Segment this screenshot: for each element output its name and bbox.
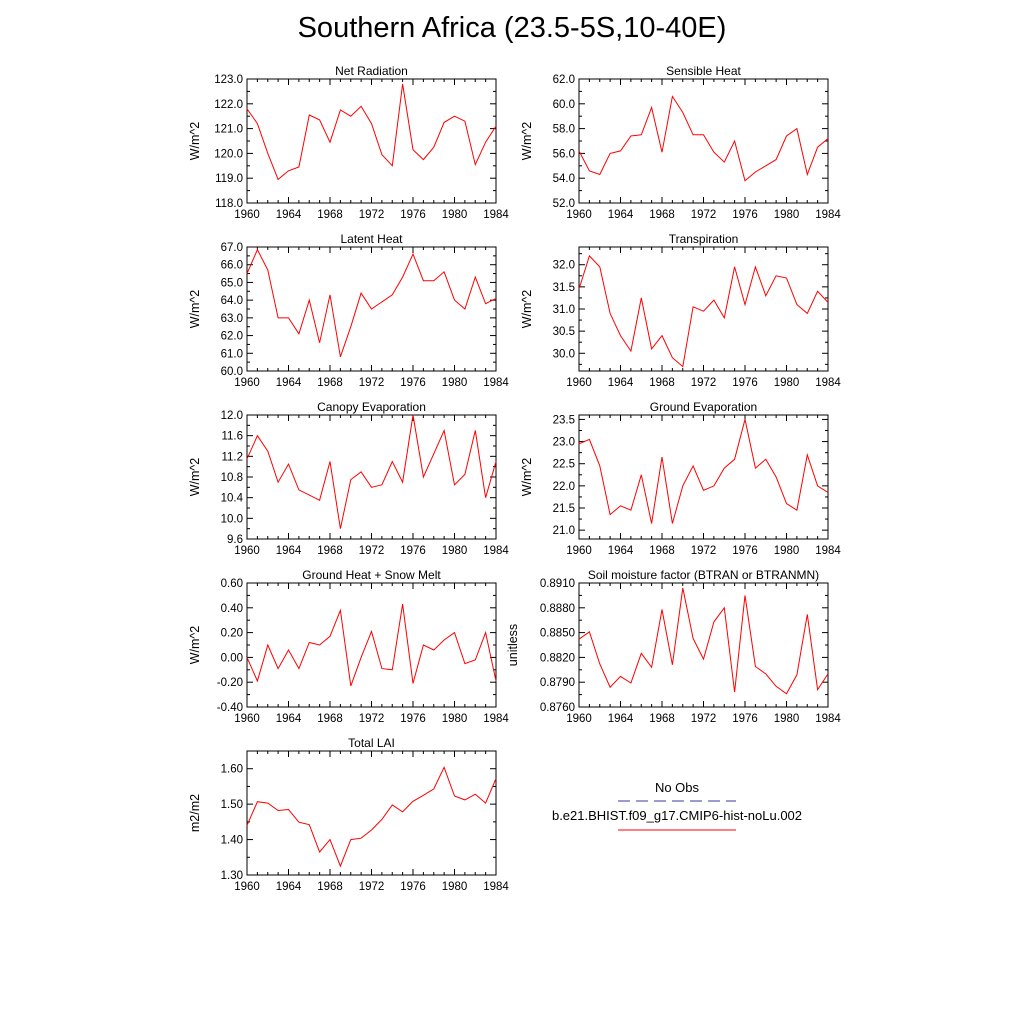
series-line <box>579 256 828 367</box>
panel-title: Net Radiation <box>335 64 408 78</box>
x-tick-label: 1984 <box>815 377 841 389</box>
y-tick-label: 63.0 <box>220 312 243 325</box>
y-tick-label: 118.0 <box>215 198 243 210</box>
y-tick-label: 64.0 <box>220 295 243 308</box>
series-line <box>579 419 828 523</box>
x-tick-label: 1984 <box>483 377 509 389</box>
x-tick-label: 1964 <box>275 881 302 893</box>
y-tick-label: 120.0 <box>214 148 243 161</box>
x-tick-label: 1984 <box>483 545 509 557</box>
x-tick-label: 1984 <box>483 209 509 221</box>
x-tick-label: 1972 <box>690 713 717 725</box>
y-axis-label: W/m^2 <box>520 457 534 497</box>
x-tick-label: 1968 <box>317 881 343 893</box>
y-tick-label: 56.0 <box>552 148 575 161</box>
y-tick-label: 10.0 <box>220 513 243 526</box>
y-axis-label: unitless <box>506 623 520 667</box>
x-tick-label: 1964 <box>275 713 302 725</box>
panel-title: Ground Heat + Snow Melt <box>302 568 441 582</box>
x-tick-label: 1960 <box>566 545 592 557</box>
chart-panel-7 <box>188 568 509 725</box>
y-tick-label: 0.20 <box>220 627 243 640</box>
panel-title: Soil moisture factor (BTRAN or BTRANMN) <box>587 568 820 582</box>
x-tick-label: 1964 <box>275 545 302 557</box>
x-tick-label: 1964 <box>607 377 634 389</box>
x-tick-label: 1964 <box>607 209 634 221</box>
x-tick-label: 1972 <box>690 545 717 557</box>
x-tick-label: 1960 <box>566 209 592 221</box>
y-tick-label: 11.2 <box>221 451 243 464</box>
x-tick-label: 1972 <box>358 881 385 893</box>
x-tick-label: 1968 <box>317 545 343 557</box>
y-tick-label: 123.0 <box>214 74 243 86</box>
chart-panel-8 <box>506 568 841 725</box>
y-tick-label: 1.30 <box>220 870 243 882</box>
legend-obs-label: No Obs <box>654 780 700 795</box>
x-tick-label: 1960 <box>566 377 592 389</box>
y-tick-label: 122.0 <box>214 98 243 111</box>
y-tick-label: 54.0 <box>552 173 575 186</box>
y-tick-label: 0.8880 <box>539 602 575 615</box>
y-tick-label: 121.0 <box>214 123 243 136</box>
y-tick-label: 62.0 <box>552 74 575 86</box>
x-tick-label: 1976 <box>400 545 426 557</box>
y-tick-label: 30.5 <box>552 326 575 339</box>
y-tick-label: 0.40 <box>220 602 243 615</box>
y-tick-label: 0.00 <box>220 652 243 665</box>
x-tick-label: 1964 <box>275 377 302 389</box>
panel-title: Total LAI <box>348 736 395 750</box>
y-tick-label: 60.0 <box>552 98 575 111</box>
legend-model-label: b.e21.BHIST.f09_g17.CMIP6-hist-noLu.002 <box>551 808 803 823</box>
x-tick-label: 1960 <box>234 209 260 221</box>
series-line <box>579 96 828 180</box>
y-tick-label: 0.60 <box>220 578 243 590</box>
x-tick-label: 1968 <box>317 713 343 725</box>
y-tick-label: 67.0 <box>220 242 243 254</box>
y-tick-label: 52.0 <box>552 198 575 210</box>
y-tick-label: 0.8760 <box>539 702 575 714</box>
plot-frame <box>579 247 828 371</box>
y-axis-label: W/m^2 <box>520 121 534 161</box>
y-tick-label: -0.40 <box>216 702 243 714</box>
y-tick-label: 31.0 <box>552 304 575 316</box>
x-tick-label: 1972 <box>358 713 385 725</box>
series-line <box>247 84 496 179</box>
plot-frame <box>247 751 496 875</box>
x-tick-label: 1980 <box>773 209 800 221</box>
x-tick-label: 1968 <box>649 209 675 221</box>
y-tick-label: 30.0 <box>552 348 575 361</box>
x-tick-label: 1980 <box>441 377 468 389</box>
y-tick-label: 10.8 <box>220 472 243 484</box>
x-tick-label: 1972 <box>690 209 717 221</box>
x-tick-label: 1976 <box>732 545 758 557</box>
y-tick-label: 23.0 <box>552 436 575 449</box>
x-tick-label: 1976 <box>732 377 758 389</box>
x-tick-label: 1964 <box>607 713 634 725</box>
chart-panel-9 <box>188 736 509 893</box>
x-tick-label: 1972 <box>358 545 385 557</box>
plot-frame <box>247 79 496 203</box>
x-tick-label: 1980 <box>441 545 468 557</box>
x-tick-label: 1976 <box>732 713 758 725</box>
y-tick-label: 31.5 <box>552 281 575 294</box>
chart-panel-5 <box>188 400 509 557</box>
x-tick-label: 1984 <box>483 713 509 725</box>
y-tick-label: 0.8850 <box>539 627 575 640</box>
y-tick-label: 119.0 <box>215 173 243 186</box>
x-tick-label: 1968 <box>649 545 675 557</box>
x-tick-label: 1984 <box>483 881 509 893</box>
x-tick-label: 1972 <box>690 377 717 389</box>
y-tick-label: 65.0 <box>220 277 243 290</box>
x-tick-label: 1976 <box>400 377 426 389</box>
y-tick-label: 1.40 <box>220 834 243 847</box>
x-tick-label: 1972 <box>358 209 385 221</box>
x-tick-label: 1976 <box>400 881 426 893</box>
x-tick-label: 1976 <box>400 209 426 221</box>
y-tick-label: 22.0 <box>552 480 575 493</box>
chart-panel-6 <box>520 400 841 557</box>
y-tick-label: 58.0 <box>552 123 575 136</box>
y-tick-label: 22.5 <box>552 458 575 471</box>
y-axis-label: W/m^2 <box>520 289 534 329</box>
legend <box>552 780 802 830</box>
y-tick-label: 32.0 <box>552 259 575 272</box>
x-tick-label: 1960 <box>566 713 592 725</box>
y-tick-label: 23.5 <box>552 414 575 427</box>
x-tick-label: 1960 <box>234 545 260 557</box>
y-tick-label: 0.8820 <box>539 652 575 665</box>
x-tick-label: 1980 <box>773 377 800 389</box>
y-tick-label: 10.4 <box>220 492 243 505</box>
chart-panel-2 <box>520 64 841 221</box>
panel-title: Latent Heat <box>340 232 403 246</box>
x-tick-label: 1968 <box>649 377 675 389</box>
y-axis-label: W/m^2 <box>188 121 202 161</box>
x-tick-label: 1960 <box>234 377 260 389</box>
chart-panel-1 <box>188 64 509 221</box>
y-axis-label: W/m^2 <box>188 457 202 497</box>
x-tick-label: 1964 <box>607 545 634 557</box>
panel-title: Transpiration <box>668 232 739 246</box>
y-axis-label: W/m^2 <box>188 625 202 665</box>
y-tick-label: 0.8910 <box>539 578 575 590</box>
plot-frame <box>579 79 828 203</box>
x-tick-label: 1968 <box>317 377 343 389</box>
x-tick-label: 1960 <box>234 881 260 893</box>
x-tick-label: 1984 <box>815 713 841 725</box>
x-tick-label: 1968 <box>649 713 675 725</box>
series-line <box>247 767 496 866</box>
series-line <box>247 415 496 529</box>
x-tick-label: 1984 <box>815 545 841 557</box>
x-tick-label: 1976 <box>400 713 426 725</box>
y-tick-label: 21.0 <box>552 525 575 538</box>
panel-title: Ground Evaporation <box>649 400 758 414</box>
y-tick-label: 62.0 <box>220 330 243 343</box>
y-tick-label: 9.6 <box>227 534 243 546</box>
y-tick-label: -0.20 <box>216 677 243 690</box>
panel-title: Sensible Heat <box>666 64 741 78</box>
y-tick-label: 61.0 <box>220 348 243 361</box>
y-tick-label: 11.6 <box>221 430 243 443</box>
x-tick-label: 1972 <box>358 377 385 389</box>
x-tick-label: 1980 <box>441 209 468 221</box>
chart-panel-4 <box>520 232 841 389</box>
y-tick-label: 21.5 <box>552 503 575 515</box>
x-tick-label: 1980 <box>441 881 468 893</box>
y-tick-label: 66.0 <box>220 259 243 272</box>
y-tick-label: 12.0 <box>220 410 243 422</box>
series-line <box>579 588 828 694</box>
y-tick-label: 60.0 <box>220 366 243 378</box>
plot-frame <box>247 415 496 539</box>
y-tick-label: 1.60 <box>220 763 243 776</box>
figure-title: Southern Africa (23.5-5S,10-40E) <box>297 12 727 44</box>
x-tick-label: 1980 <box>773 545 800 557</box>
plot-frame <box>579 415 828 539</box>
panel-title: Canopy Evaporation <box>317 400 426 414</box>
plot-frame <box>579 583 828 707</box>
x-tick-label: 1984 <box>815 209 841 221</box>
series-line <box>247 604 496 686</box>
y-tick-label: 1.50 <box>220 799 243 812</box>
x-tick-label: 1964 <box>275 209 302 221</box>
x-tick-label: 1976 <box>732 209 758 221</box>
x-tick-label: 1968 <box>317 209 343 221</box>
series-line <box>247 250 496 357</box>
y-axis-label: W/m^2 <box>188 289 202 329</box>
y-tick-label: 0.8790 <box>539 677 575 690</box>
chart-panel-3 <box>188 232 509 389</box>
x-tick-label: 1980 <box>441 713 468 725</box>
x-tick-label: 1980 <box>773 713 800 725</box>
x-tick-label: 1960 <box>234 713 260 725</box>
y-axis-label: m2/m2 <box>188 793 202 833</box>
